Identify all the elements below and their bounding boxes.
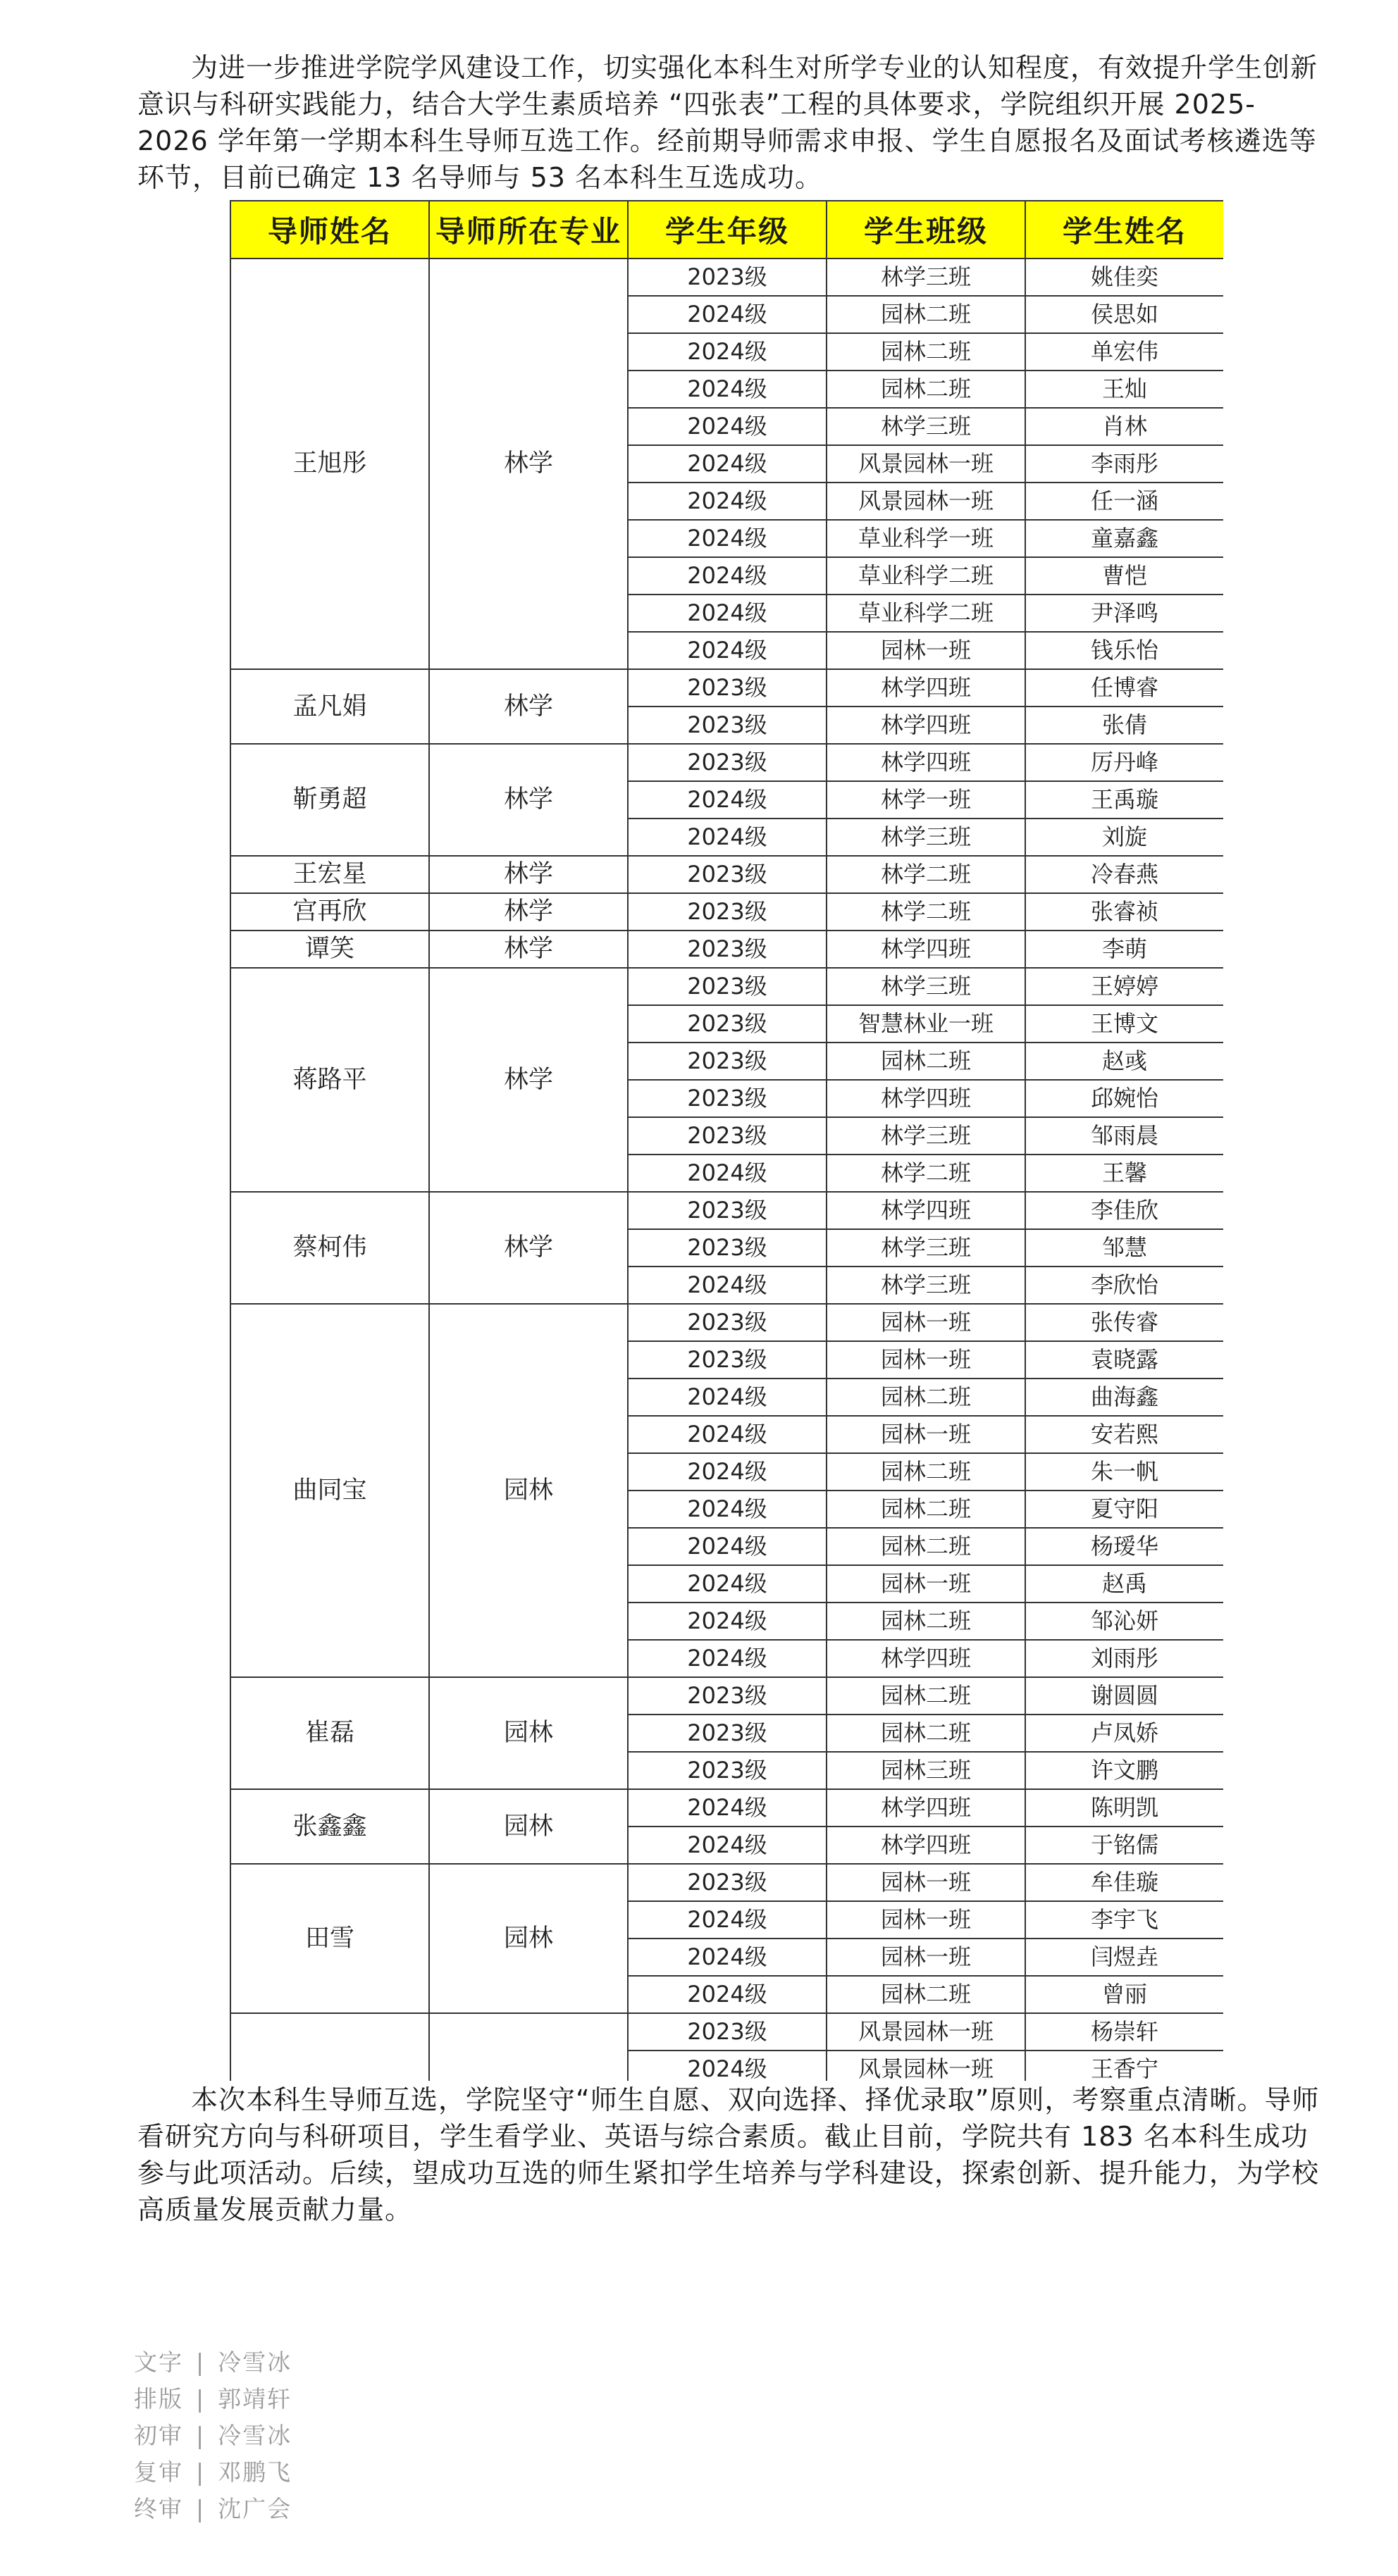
table-row <box>230 669 1223 707</box>
student-name-cell: 杨崇轩 <box>1025 2013 1223 2051</box>
tutor-major-cell <box>429 2013 628 2081</box>
tutor-major-cell: 林学 <box>429 856 628 893</box>
tutor-name-cell: 张鑫鑫 <box>230 1789 429 1864</box>
student-class-cell: 园林二班 <box>827 1043 1025 1080</box>
student-name-cell: 刘旋 <box>1025 819 1223 856</box>
student-grade-cell: 2024级 <box>628 1528 827 1565</box>
student-grade-cell: 2024级 <box>628 445 827 483</box>
student-name-cell: 肖林 <box>1025 408 1223 445</box>
student-class-cell: 园林一班 <box>827 632 1025 669</box>
student-name-cell: 张睿祯 <box>1025 893 1223 931</box>
student-grade-cell: 2023级 <box>628 1117 827 1155</box>
tutor-major-cell: 林学 <box>429 893 628 931</box>
credit-separator: | <box>196 2385 206 2413</box>
student-grade-cell: 2023级 <box>628 1229 827 1267</box>
student-grade-cell: 2023级 <box>628 669 827 707</box>
header-student-grade: 学生年级 <box>628 201 827 259</box>
credit-row <box>134 2454 292 2491</box>
tutor-name-cell: 王旭彤 <box>230 259 429 669</box>
student-grade-cell: 2024级 <box>628 1789 827 1827</box>
student-name-cell: 厉丹峰 <box>1025 744 1223 781</box>
credit-row <box>134 2418 292 2454</box>
student-grade-cell: 2023级 <box>628 931 827 968</box>
header-tutor-name: 导师姓名 <box>230 201 429 259</box>
student-grade-cell: 2023级 <box>628 1752 827 1789</box>
table-row <box>230 1677 1223 1715</box>
credit-name: 冷雪冰 <box>218 2348 292 2376</box>
student-grade-cell: 2023级 <box>628 259 827 296</box>
tutor-major-cell: 林学 <box>429 931 628 968</box>
student-grade-cell: 2024级 <box>628 1976 827 2013</box>
student-name-cell: 任博睿 <box>1025 669 1223 707</box>
tutor-name-cell: 谭笑 <box>230 931 429 968</box>
tutor-major-cell: 林学 <box>429 744 628 856</box>
tutor-name-cell: 宫再欣 <box>230 893 429 931</box>
student-grade-cell: 2023级 <box>628 1864 827 1901</box>
student-name-cell: 邹沁妍 <box>1025 1603 1223 1640</box>
table-row <box>230 259 1223 296</box>
student-class-cell: 园林一班 <box>827 1341 1025 1379</box>
credit-name: 冷雪冰 <box>218 2422 292 2449</box>
student-class-cell: 林学二班 <box>827 1155 1025 1192</box>
student-name-cell: 钱乐怡 <box>1025 632 1223 669</box>
credit-separator: | <box>196 2348 206 2376</box>
student-grade-cell: 2024级 <box>628 557 827 595</box>
student-grade-cell: 2024级 <box>628 1155 827 1192</box>
student-name-cell: 袁晓露 <box>1025 1341 1223 1379</box>
student-class-cell: 林学四班 <box>827 669 1025 707</box>
table-row <box>230 893 1223 931</box>
credit-separator: | <box>196 2495 206 2522</box>
student-grade-cell: 2023级 <box>628 968 827 1005</box>
student-class-cell: 草业科学二班 <box>827 557 1025 595</box>
student-class-cell: 林学二班 <box>827 893 1025 931</box>
student-name-cell: 邱婉怡 <box>1025 1080 1223 1117</box>
tutor-name-cell: 孟凡娟 <box>230 669 429 744</box>
student-class-cell: 林学四班 <box>827 1789 1025 1827</box>
student-grade-cell: 2024级 <box>628 1603 827 1640</box>
student-name-cell: 李雨彤 <box>1025 445 1223 483</box>
student-name-cell: 曾丽 <box>1025 1976 1223 2013</box>
tutor-pairing-table-wrapper <box>230 200 1223 2081</box>
tutor-major-cell: 园林 <box>429 1789 628 1864</box>
student-name-cell: 李萌 <box>1025 931 1223 968</box>
student-class-cell: 林学三班 <box>827 1229 1025 1267</box>
tutor-major-cell: 园林 <box>429 1677 628 1789</box>
student-class-cell: 园林二班 <box>827 1379 1025 1416</box>
student-grade-cell: 2023级 <box>628 1080 827 1117</box>
tutor-name-cell: 蒋路平 <box>230 968 429 1192</box>
table-body <box>230 259 1223 2081</box>
table-row <box>230 1864 1223 1901</box>
credit-name: 邓鹏飞 <box>218 2458 292 2486</box>
student-class-cell: 林学二班 <box>827 856 1025 893</box>
student-class-cell: 园林三班 <box>827 1752 1025 1789</box>
tutor-name-cell: 王宏星 <box>230 856 429 893</box>
student-class-cell: 林学四班 <box>827 707 1025 744</box>
student-class-cell: 园林二班 <box>827 1677 1025 1715</box>
student-grade-cell: 2024级 <box>628 408 827 445</box>
student-class-cell: 林学三班 <box>827 1117 1025 1155</box>
student-class-cell: 园林一班 <box>827 1565 1025 1603</box>
student-class-cell: 林学三班 <box>827 1267 1025 1304</box>
student-name-cell: 杨瑷华 <box>1025 1528 1223 1565</box>
student-grade-cell: 2024级 <box>628 632 827 669</box>
tutor-major-cell: 林学 <box>429 1192 628 1304</box>
student-class-cell: 园林一班 <box>827 1416 1025 1453</box>
student-name-cell: 王禹璇 <box>1025 781 1223 819</box>
student-name-cell: 谢圆圆 <box>1025 1677 1223 1715</box>
student-grade-cell: 2024级 <box>628 1453 827 1491</box>
intro-paragraph: 为进一步推进学院学风建设工作，切实强化本科生对所学专业的认知程度，有效提升学生创新意识与科研实践能力，结合大学生素质培养 “四张表”工程的具体要求，学院组织开展 2025-2026 学年第一学期本科生导师互选工作。经前期导师需求申报、学生自愿报名及面试考核遴选等环节，目前已确定 13 名导师与 53 名本科生互选成功。 <box>137 52 1318 193</box>
student-grade-cell: 2024级 <box>628 520 827 557</box>
table-row <box>230 968 1223 1005</box>
student-name-cell: 王香宁 <box>1025 2051 1223 2081</box>
header-tutor-major: 导师所在专业 <box>429 201 628 259</box>
student-class-cell: 林学四班 <box>827 1640 1025 1677</box>
credit-row <box>134 2381 292 2418</box>
student-class-cell: 园林二班 <box>827 1491 1025 1528</box>
student-grade-cell: 2024级 <box>628 1640 827 1677</box>
student-class-cell: 林学三班 <box>827 968 1025 1005</box>
tutor-name-cell: 田雪 <box>230 1864 429 2013</box>
student-name-cell: 邹慧 <box>1025 1229 1223 1267</box>
student-class-cell: 林学四班 <box>827 931 1025 968</box>
student-grade-cell: 2024级 <box>628 333 827 371</box>
student-name-cell: 赵彧 <box>1025 1043 1223 1080</box>
credit-role: 文字 <box>134 2348 183 2376</box>
student-name-cell: 许文鹏 <box>1025 1752 1223 1789</box>
tutor-major-cell: 林学 <box>429 968 628 1192</box>
student-name-cell: 王博文 <box>1025 1005 1223 1043</box>
student-class-cell: 风景园林一班 <box>827 483 1025 520</box>
tutor-major-cell: 林学 <box>429 669 628 744</box>
table-header-row <box>230 201 1223 259</box>
student-grade-cell: 2024级 <box>628 1827 827 1864</box>
student-name-cell: 王灿 <box>1025 371 1223 408</box>
student-grade-cell: 2023级 <box>628 1304 827 1341</box>
credit-separator: | <box>196 2458 206 2486</box>
student-grade-cell: 2024级 <box>628 1491 827 1528</box>
student-class-cell: 园林二班 <box>827 1528 1025 1565</box>
credit-role: 终审 <box>134 2495 183 2522</box>
student-grade-cell: 2023级 <box>628 2013 827 2051</box>
credits-block <box>134 2344 292 2527</box>
outro-paragraph: 本次本科生导师互选，学院坚守“师生自愿、双向选择、择优录取”原则，考察重点清晰。导师看研究方向与科研项目，学生看学业、英语与综合素质。截止目前，学院共有 183 名本科生成功参与此项活动。后续，望成功互选的师生紧扣学生培养与学科建设，探索创新、提升能力，为学校高质量发展贡献力量。 <box>137 2084 1320 2225</box>
table-row <box>230 1304 1223 1341</box>
student-grade-cell: 2023级 <box>628 707 827 744</box>
credit-row <box>134 2491 292 2527</box>
student-class-cell: 风景园林一班 <box>827 2013 1025 2051</box>
student-class-cell: 园林二班 <box>827 333 1025 371</box>
table-row <box>230 1789 1223 1827</box>
student-grade-cell: 2024级 <box>628 1379 827 1416</box>
student-class-cell: 风景园林一班 <box>827 445 1025 483</box>
student-grade-cell: 2024级 <box>628 2051 827 2081</box>
table-row <box>230 1192 1223 1229</box>
student-class-cell: 林学一班 <box>827 781 1025 819</box>
student-grade-cell: 2023级 <box>628 856 827 893</box>
student-name-cell: 任一涵 <box>1025 483 1223 520</box>
tutor-pairing-table <box>230 200 1223 2081</box>
student-grade-cell: 2023级 <box>628 1715 827 1752</box>
student-grade-cell: 2023级 <box>628 744 827 781</box>
student-class-cell: 园林一班 <box>827 1901 1025 1939</box>
student-name-cell: 卢凤娇 <box>1025 1715 1223 1752</box>
table-row <box>230 744 1223 781</box>
student-name-cell: 童嘉鑫 <box>1025 520 1223 557</box>
student-class-cell: 园林一班 <box>827 1939 1025 1976</box>
table-row <box>230 2013 1223 2051</box>
student-class-cell: 林学四班 <box>827 1192 1025 1229</box>
table-row <box>230 856 1223 893</box>
tutor-name-cell: 蔡柯伟 <box>230 1192 429 1304</box>
student-class-cell: 智慧林业一班 <box>827 1005 1025 1043</box>
student-name-cell: 张传睿 <box>1025 1304 1223 1341</box>
student-grade-cell: 2024级 <box>628 595 827 632</box>
student-class-cell: 林学三班 <box>827 408 1025 445</box>
student-class-cell: 草业科学一班 <box>827 520 1025 557</box>
student-grade-cell: 2024级 <box>628 296 827 333</box>
header-student-class: 学生班级 <box>827 201 1025 259</box>
student-name-cell: 赵禹 <box>1025 1565 1223 1603</box>
student-name-cell: 王婷婷 <box>1025 968 1223 1005</box>
student-name-cell: 张倩 <box>1025 707 1223 744</box>
tutor-name-cell <box>230 2013 429 2081</box>
student-grade-cell: 2024级 <box>628 1939 827 1976</box>
student-grade-cell: 2024级 <box>628 371 827 408</box>
student-class-cell: 林学四班 <box>827 1080 1025 1117</box>
student-grade-cell: 2023级 <box>628 1192 827 1229</box>
credit-name: 沈广会 <box>218 2495 292 2522</box>
student-grade-cell: 2024级 <box>628 1416 827 1453</box>
student-class-cell: 园林二班 <box>827 1715 1025 1752</box>
credit-role: 复审 <box>134 2458 183 2486</box>
student-name-cell: 尹泽鸣 <box>1025 595 1223 632</box>
student-name-cell: 单宏伟 <box>1025 333 1223 371</box>
student-class-cell: 园林一班 <box>827 1864 1025 1901</box>
student-class-cell: 园林二班 <box>827 371 1025 408</box>
student-name-cell: 曹恺 <box>1025 557 1223 595</box>
table-row <box>230 931 1223 968</box>
credit-role: 初审 <box>134 2422 183 2449</box>
tutor-name-cell: 崔磊 <box>230 1677 429 1789</box>
student-grade-cell: 2024级 <box>628 1267 827 1304</box>
student-class-cell: 园林二班 <box>827 1453 1025 1491</box>
student-name-cell: 陈明凯 <box>1025 1789 1223 1827</box>
student-name-cell: 安若熙 <box>1025 1416 1223 1453</box>
header-student-name: 学生姓名 <box>1025 201 1223 259</box>
student-class-cell: 林学四班 <box>827 744 1025 781</box>
student-name-cell: 夏守阳 <box>1025 1491 1223 1528</box>
student-grade-cell: 2024级 <box>628 1901 827 1939</box>
student-name-cell: 王馨 <box>1025 1155 1223 1192</box>
student-grade-cell: 2024级 <box>628 483 827 520</box>
student-name-cell: 李宇飞 <box>1025 1901 1223 1939</box>
student-name-cell: 曲海鑫 <box>1025 1379 1223 1416</box>
student-name-cell: 朱一帆 <box>1025 1453 1223 1491</box>
student-name-cell: 闫煜垚 <box>1025 1939 1223 1976</box>
student-name-cell: 冷春燕 <box>1025 856 1223 893</box>
student-name-cell: 李佳欣 <box>1025 1192 1223 1229</box>
student-grade-cell: 2023级 <box>628 1341 827 1379</box>
tutor-name-cell: 曲同宝 <box>230 1304 429 1677</box>
credit-separator: | <box>196 2422 206 2449</box>
tutor-major-cell: 园林 <box>429 1864 628 2013</box>
credit-role: 排版 <box>134 2385 183 2413</box>
student-name-cell: 侯思如 <box>1025 296 1223 333</box>
tutor-name-cell: 靳勇超 <box>230 744 429 856</box>
student-class-cell: 园林二班 <box>827 1976 1025 2013</box>
student-class-cell: 风景园林一班 <box>827 2051 1025 2081</box>
student-grade-cell: 2024级 <box>628 819 827 856</box>
student-class-cell: 林学三班 <box>827 259 1025 296</box>
student-name-cell: 邹雨晨 <box>1025 1117 1223 1155</box>
student-grade-cell: 2024级 <box>628 781 827 819</box>
student-class-cell: 草业科学二班 <box>827 595 1025 632</box>
student-name-cell: 姚佳奕 <box>1025 259 1223 296</box>
student-name-cell: 于铭儒 <box>1025 1827 1223 1864</box>
student-grade-cell: 2023级 <box>628 1005 827 1043</box>
student-grade-cell: 2024级 <box>628 1565 827 1603</box>
student-grade-cell: 2023级 <box>628 893 827 931</box>
student-name-cell: 牟佳璇 <box>1025 1864 1223 1901</box>
student-class-cell: 园林二班 <box>827 1603 1025 1640</box>
student-class-cell: 园林一班 <box>827 1304 1025 1341</box>
tutor-major-cell: 园林 <box>429 1304 628 1677</box>
student-class-cell: 林学四班 <box>827 1827 1025 1864</box>
student-grade-cell: 2023级 <box>628 1677 827 1715</box>
student-name-cell: 李欣怡 <box>1025 1267 1223 1304</box>
credit-name: 郭靖轩 <box>218 2385 292 2413</box>
student-name-cell: 刘雨彤 <box>1025 1640 1223 1677</box>
student-grade-cell: 2023级 <box>628 1043 827 1080</box>
student-class-cell: 园林二班 <box>827 296 1025 333</box>
credit-row <box>134 2344 292 2381</box>
student-class-cell: 林学三班 <box>827 819 1025 856</box>
tutor-major-cell: 林学 <box>429 259 628 669</box>
